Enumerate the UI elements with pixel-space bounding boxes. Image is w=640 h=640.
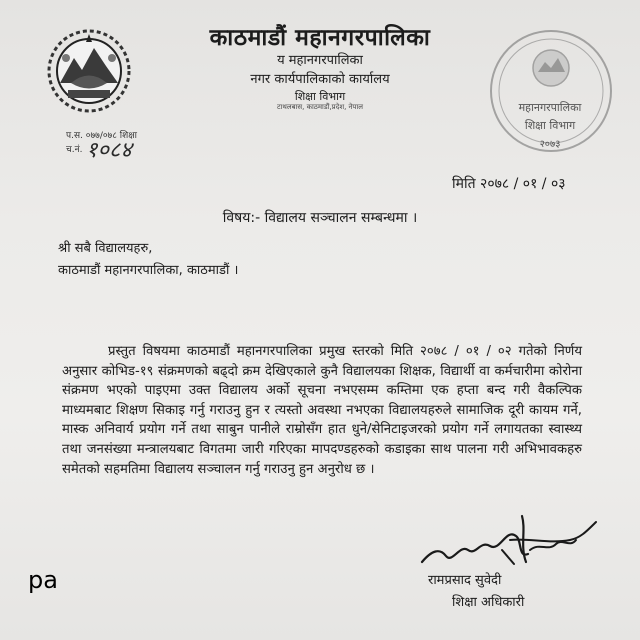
office-address: टाथलबास, काठमाडौं,प्रदेश, नेपाल [277,103,363,111]
letter-body: प्रस्तुत विषयमा काठमाडौं महानगरपालिका प्रमुख स्तरको मिति २०७८ / ०१ / ०२ गतेको निर्णय अनुसार कोभिड-१९ संक्रमणको बढ्दो क्रम देखिएकाले कुनै विद्यालयका शिक्षक, विद्यार्थी वा कर्मचारीमा कोरोना संक्रमण भएको पाइएमा उक्त विद्यालय अर्को सूचना नभएसम्म कम्तिमा एक हप्ता बन्द गरी वैकल्पिक माध्यमबाट शिक्षण सिकाइ गर्नु गराउनु हुन र त्यस्तो अवस्था नभएका विद्यालयहरुले सामाजिक दूरी कायम गर्ने, मास्क अनिवार्य प्रयोग गर्ने तथा साबुन पानीले राम्रोसँग हात धुने/सेनिटाइजरको प्रयोग गर्ने लगायतका स्वास्थ्य तथा जनसंख्या मन्त्रालयबाट विगतमा जारी गरिएका मापदण्डहरुको कडाइका साथ पालना गरी अभिभावकहरु समेतको सहमतिमा विद्यालय सञ्चालन गर्नु गराउनु हुन अनुरोध छ । [62,344,582,477]
department-name: शिक्षा विभाग [294,90,346,103]
dispatch-number: १०८४ [86,138,132,163]
seal-text-office: महानगरपालिका [518,101,582,114]
office-name: य महानगरपालिका [277,53,363,68]
watermark-text: pa [28,566,58,594]
letter-date: मिति २०७८ / ०१ / ०३ [452,176,566,192]
dispatch-label: च.नं. [66,145,83,155]
office-subtitle: नगर कार्यपालिकाको कार्यालय [250,72,390,87]
signatory-title: शिक्षा अधिकारी [452,595,525,610]
signatory-name: रामप्रसाद सुवेदी [428,573,502,588]
seal-text-year: २०७३ [539,139,561,150]
recipient-address: काठमाडौं महानगरपालिका, काठमाडौं । [58,263,239,278]
recipient-line: श्री सबै विद्यालयहरु, [58,241,153,256]
organization-name: काठमाडौं महानगरपालिका [209,25,431,51]
reference-number: प.स. ०७७/०७८ शिक्षा [66,131,137,141]
letter-subject: विषय:- विद्यालय सञ्चालन सम्बन्धमा । [222,210,418,226]
seal-text-department: शिक्षा विभाग [524,119,576,132]
